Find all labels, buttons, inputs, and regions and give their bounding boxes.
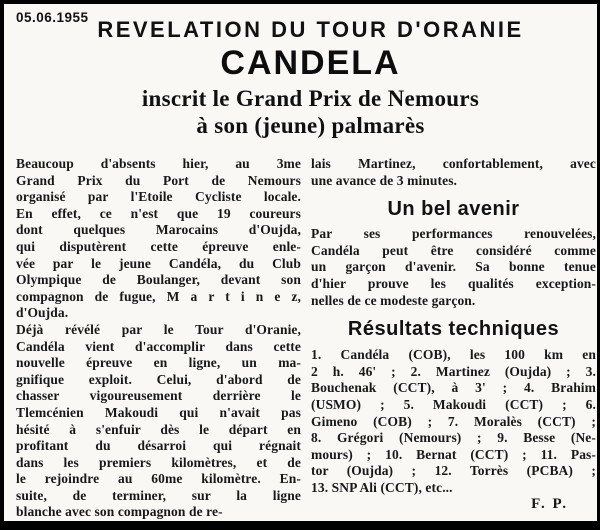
text-line: blanche avec son compagnon de re- <box>16 504 223 520</box>
article-masthead <box>44 17 577 139</box>
text-line: suite, de terminer, sur la ligne <box>16 487 301 503</box>
text-line: Tlemcénien Makoudi qui n'avait pas <box>16 404 301 420</box>
text-line: compagnon de fugue, M a r t i n e z, <box>16 288 301 304</box>
text-line: 2 h. 46' ; 2. Martinez (Oujda) ; 3. <box>311 363 596 379</box>
text-line: Grand Prix du Port de Nemours <box>16 172 301 188</box>
text-line: Gimeno (COB) ; 7. Moralès (CCT) ; <box>311 413 596 429</box>
text-line: 8. Grégori (Nemours) ; 9. Besse (Ne- <box>311 430 596 446</box>
section-heading-un-bel-avenir: Un bel avenir <box>387 198 520 221</box>
text-line: organisé par l'Etoile Cycliste locale. <box>16 189 301 205</box>
text-line: (USMO) ; 5. Makoudi (CCT) ; 6. <box>311 396 596 412</box>
text-line: dont quelques Marocains d'Oujda, <box>16 222 301 238</box>
paragraph-exploit <box>16 322 301 521</box>
main-headline: CANDELA <box>220 44 401 82</box>
subheadline-line2: à son (jeune) palmarès <box>196 113 425 138</box>
text-line: Déjà révélé par le Tour d'Oranie, <box>16 321 301 337</box>
text-line: hésité à s'enfuir dès le départ en <box>16 421 301 437</box>
text-line: 13. SNP Ali (CCT), etc... <box>311 479 453 495</box>
text-line: Bouchenak (CCT), à 3' ; 4. Brahim <box>311 380 596 396</box>
text-line: une avance de 3 minutes. <box>311 172 458 188</box>
paragraph-continuation <box>311 156 596 189</box>
left-column <box>16 156 301 521</box>
text-line: Candéla vient d'accomplir dans cette <box>16 338 301 354</box>
text-line: d'hier prouve les qualités exception- <box>311 275 596 291</box>
text-line: chasser vigoureusement derrière le <box>16 388 301 404</box>
text-line: gnifique exploit. Celui, d'abord de <box>16 371 301 387</box>
kicker-headline: REVELATION DU TOUR D'ORANIE <box>97 17 524 42</box>
right-column <box>311 156 596 512</box>
text-line: un garçon d'avenir. Sa bonne tenue <box>311 259 596 275</box>
text-line: nouvelle épreuve en ligne, un ma- <box>16 355 301 371</box>
publication-date: 05.06.1955 <box>16 10 89 25</box>
paragraph-results <box>311 347 596 496</box>
text-line: qui disputèrent cette épreuve enle- <box>16 238 301 254</box>
text-line: En effet, ce n'est que 19 coureurs <box>16 205 301 221</box>
author-initials: F. P. <box>531 495 568 512</box>
text-line: mours) ; 10. Bernat (CCT) ; 11. Pas- <box>311 446 596 462</box>
text-line: Candéla peut être considéré comme <box>311 242 596 258</box>
text-line: nelles de ce modeste garçon. <box>311 292 476 308</box>
text-line: le rejoindre au 60me kilomètre. En- <box>16 471 301 487</box>
text-line: lais Martinez, confortablement, avec <box>311 156 596 171</box>
paragraph-intro <box>16 156 301 322</box>
section-heading-resultats: Résultats techniques <box>347 318 560 341</box>
subheadline-line1: inscrit le Grand Prix de Nemours <box>141 86 480 111</box>
text-line: Olympique de Boulanger, devant son <box>16 272 301 288</box>
text-line: profitant du désarroi qui régnait <box>16 438 301 454</box>
text-line: tor (Oujda) ; 12. Torrès (PCBA) ; <box>311 463 596 479</box>
text-line: Par ses performances renouvelées, <box>311 226 596 242</box>
text-line: Beaucoup d'absents hier, au 3me <box>16 156 301 171</box>
text-line: d'Oujda. <box>16 305 69 321</box>
text-line: dans les premiers kilomètres, et de <box>16 454 301 470</box>
text-line: vée par le jeune Candéla, du Club <box>16 255 301 271</box>
paragraph-avenir <box>311 226 596 309</box>
text-line: 1. Candéla (COB), les 100 km en <box>311 347 596 363</box>
